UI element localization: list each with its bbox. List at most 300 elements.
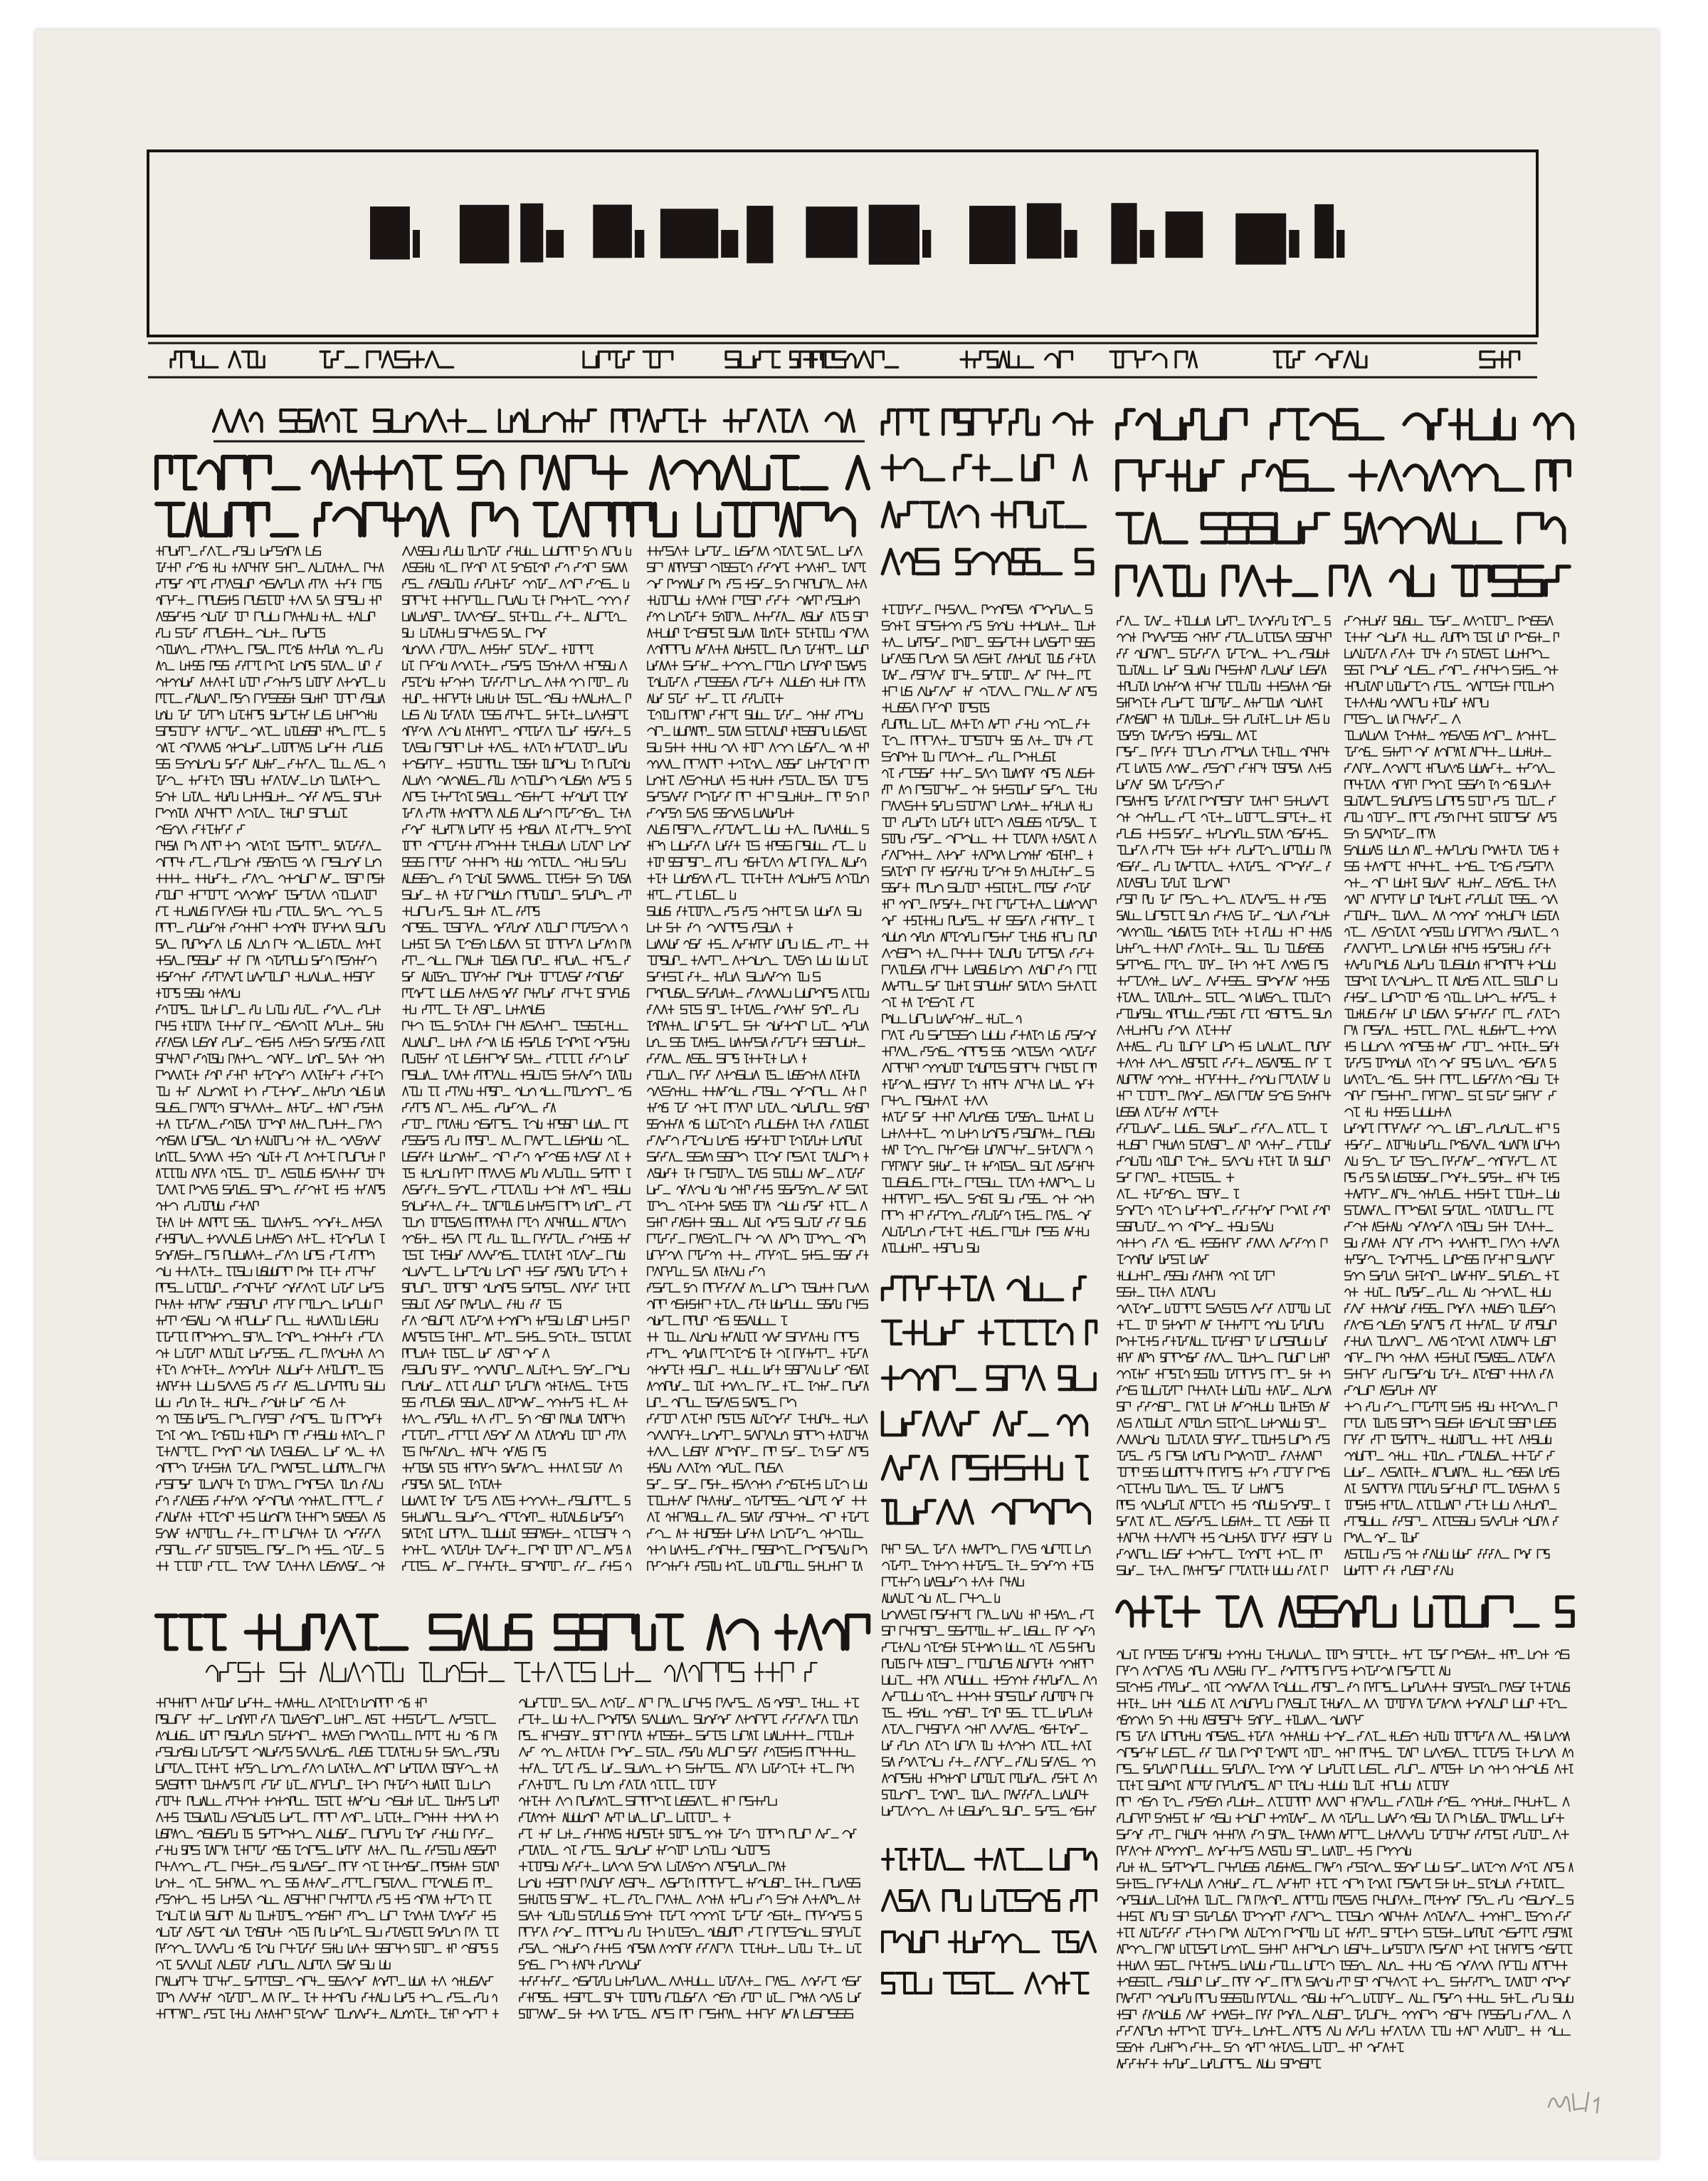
text-line <box>1345 1353 1554 1362</box>
text-line <box>520 1895 860 1903</box>
text-line <box>403 1463 621 1472</box>
text-line <box>648 1103 868 1112</box>
text-line <box>403 563 627 572</box>
text-line <box>157 907 381 915</box>
text-line <box>1117 1108 1218 1116</box>
text-line <box>648 1169 865 1177</box>
text-line <box>403 579 628 588</box>
text-line <box>1117 1814 1564 1822</box>
text-line <box>882 883 1091 892</box>
masthead-glyph <box>520 204 543 263</box>
dateline-cluster <box>320 352 453 367</box>
text-line <box>157 1202 258 1210</box>
masthead-glyph <box>1314 204 1334 258</box>
text-line <box>1117 1994 1573 2002</box>
text-line <box>648 1414 868 1423</box>
headline-line <box>157 504 854 535</box>
text-line <box>1117 993 1329 1002</box>
text-line <box>1117 1945 1572 1953</box>
text-line <box>403 629 547 637</box>
text-line <box>157 989 239 997</box>
headline-line <box>882 1891 1096 1911</box>
text-line <box>882 1113 1092 1121</box>
text-line <box>1117 1683 1569 1691</box>
text-line <box>157 1911 495 1920</box>
text-line <box>648 1021 868 1030</box>
text-line <box>648 612 868 621</box>
text-line <box>1117 878 1229 887</box>
text-line <box>1117 682 1331 690</box>
text-line <box>157 694 384 703</box>
text-line <box>157 629 325 637</box>
text-line <box>157 1185 384 1194</box>
dateline-cluster <box>1110 352 1197 367</box>
text-line <box>1345 944 1551 952</box>
text-line <box>403 825 631 834</box>
text-line <box>157 1463 384 1472</box>
text-line <box>403 1545 631 1554</box>
text-line <box>403 1120 628 1128</box>
text-line <box>1345 797 1556 805</box>
text-line <box>882 1545 1090 1553</box>
masthead-glyph <box>1140 230 1154 258</box>
text-line <box>157 1496 383 1505</box>
text-line <box>157 1365 382 1374</box>
text-line <box>157 1136 381 1145</box>
text-line <box>648 743 868 752</box>
text-line <box>403 612 626 621</box>
text-line <box>648 907 860 915</box>
pencil-signature <box>1543 2073 1607 2123</box>
text-line <box>1117 1797 1569 1806</box>
text-line <box>520 1829 856 1838</box>
text-line <box>520 1813 730 1822</box>
text-line <box>157 1316 377 1325</box>
text-line <box>1117 698 1322 707</box>
text-line <box>157 1513 384 1521</box>
text-line <box>1345 1320 1556 1329</box>
text-line <box>1345 633 1559 641</box>
text-line <box>882 998 974 1007</box>
text-line <box>520 1731 853 1740</box>
text-line <box>403 1365 628 1374</box>
lower-column-2 <box>520 1698 861 2018</box>
masthead-glyph <box>546 230 564 258</box>
text-line <box>648 1054 806 1063</box>
text-line <box>648 563 865 572</box>
text-line <box>648 890 735 899</box>
headline-line <box>882 1277 1085 1300</box>
masthead-title <box>370 203 1344 265</box>
text-line <box>403 809 631 817</box>
text-line <box>403 678 627 686</box>
text-line <box>403 1169 631 1177</box>
text-line <box>157 792 381 801</box>
text-line <box>520 1797 776 1805</box>
text-line <box>403 694 631 703</box>
text-line <box>1117 846 1331 854</box>
text-line <box>1345 1222 1553 1231</box>
text-line <box>1345 698 1488 707</box>
text-line <box>1345 1288 1550 1296</box>
text-line <box>157 1562 384 1570</box>
text-line <box>648 1398 796 1407</box>
text-line <box>520 1698 859 1707</box>
text-line <box>1345 715 1460 723</box>
text-line <box>157 579 381 588</box>
text-line <box>157 956 376 965</box>
text-line <box>1117 1222 1272 1231</box>
text-line <box>1345 1402 1556 1411</box>
text-line <box>157 760 384 768</box>
lower-column-1 <box>157 1698 498 2018</box>
text-line <box>1117 1566 1327 1575</box>
text-line <box>882 900 1096 908</box>
text-line <box>157 1813 497 1822</box>
text-line <box>1117 1484 1282 1493</box>
text-line <box>1117 2043 1403 2051</box>
text-line <box>1117 1075 1329 1083</box>
headline-line <box>1117 514 1564 542</box>
masthead-glyph <box>1235 214 1286 265</box>
text-line <box>882 1610 1093 1619</box>
text-line <box>1117 895 1325 903</box>
text-line <box>648 1283 868 1292</box>
text-line <box>1117 1468 1329 1476</box>
column-2 <box>403 547 631 1570</box>
text-line <box>1345 731 1555 740</box>
masthead-glyph <box>1337 230 1344 258</box>
text-line <box>1345 1075 1559 1083</box>
text-line <box>1345 666 1558 674</box>
text-line <box>1117 1288 1214 1296</box>
text-line <box>1117 1320 1323 1329</box>
text-line <box>648 1316 787 1325</box>
text-line <box>648 547 862 555</box>
text-line <box>882 1659 1092 1668</box>
text-line <box>520 1846 769 1854</box>
column-4 <box>882 605 1096 1252</box>
text-line <box>403 1054 629 1063</box>
text-line <box>648 1251 868 1259</box>
text-line <box>157 1071 382 1079</box>
headline-line <box>882 1932 1095 1952</box>
text-line <box>1345 1026 1556 1034</box>
headline-line <box>882 1412 1087 1435</box>
text-line <box>648 1365 868 1374</box>
text-line <box>882 1080 1094 1088</box>
text-line <box>1117 797 1328 805</box>
text-line <box>648 1431 868 1439</box>
text-line <box>157 1960 390 1969</box>
text-line <box>882 1162 1094 1170</box>
text-line <box>403 1283 630 1292</box>
text-line <box>1345 1533 1419 1542</box>
text-line <box>882 965 1096 974</box>
text-line <box>1345 764 1554 772</box>
text-line <box>882 1047 1096 1056</box>
text-line <box>1345 1468 1559 1476</box>
text-line <box>403 760 629 768</box>
text-line <box>403 1234 631 1243</box>
text-line <box>1117 1501 1329 1509</box>
text-line <box>648 792 868 801</box>
text-line <box>648 989 868 997</box>
headline-line <box>882 1501 1090 1523</box>
text-line <box>882 1725 1087 1733</box>
text-line <box>1345 682 1553 690</box>
text-line <box>1117 633 1331 641</box>
text-line <box>157 1431 384 1439</box>
text-line <box>157 1234 384 1243</box>
text-line <box>157 1447 384 1456</box>
text-line <box>1345 1255 1554 1263</box>
text-line <box>157 1715 495 1723</box>
masthead-glyph <box>747 206 773 263</box>
text-line <box>157 1103 382 1112</box>
text-line <box>157 809 347 817</box>
text-line <box>403 1480 502 1488</box>
text-line <box>403 1267 627 1276</box>
column-6 <box>1345 616 1559 1575</box>
text-line <box>403 710 628 719</box>
text-line <box>1117 1124 1327 1132</box>
headline-line <box>1117 1597 1573 1626</box>
text-line <box>882 916 1094 925</box>
text-line <box>403 1218 625 1226</box>
text-line <box>157 1333 383 1341</box>
masthead-glyph <box>635 230 644 258</box>
text-line <box>403 1447 545 1456</box>
text-line <box>648 972 820 981</box>
text-line <box>1345 878 1556 887</box>
text-line <box>403 743 626 752</box>
text-line <box>1117 977 1329 985</box>
text-line <box>403 1202 631 1210</box>
headline-line <box>882 456 1086 480</box>
text-line <box>157 1218 381 1226</box>
text-line <box>1117 1419 1326 1427</box>
text-line <box>1117 1896 1573 1904</box>
text-line <box>1117 2027 1570 2035</box>
text-line <box>403 661 627 670</box>
column-3 <box>648 547 868 1570</box>
text-line <box>403 1496 630 1505</box>
text-line <box>1117 1879 1564 1888</box>
text-line <box>520 1911 861 1920</box>
text-line <box>1117 649 1329 658</box>
text-line <box>1117 1732 1569 1740</box>
text-line <box>648 776 867 784</box>
text-line <box>1345 1058 1555 1067</box>
text-line <box>648 1447 868 1456</box>
headline-line <box>882 1456 1087 1479</box>
text-line <box>1117 829 1328 838</box>
dateline <box>171 352 1519 367</box>
text-line <box>157 874 384 883</box>
text-line <box>520 1944 861 1953</box>
masthead-glyph <box>460 205 509 263</box>
text-line <box>403 1333 631 1341</box>
text-line <box>648 596 859 604</box>
text-line <box>157 1480 382 1488</box>
text-line <box>403 1251 624 1259</box>
text-line <box>157 1382 384 1390</box>
text-line <box>403 1152 631 1161</box>
text-line <box>520 1780 716 1789</box>
text-line <box>157 1829 492 1838</box>
text-line <box>1117 1977 1570 1986</box>
text-line <box>1117 1846 1411 1855</box>
text-line <box>1117 1255 1208 1263</box>
text-line <box>157 1021 382 1030</box>
text-line <box>157 1928 498 1936</box>
text-line <box>157 1698 426 1707</box>
text-line <box>1345 1304 1554 1313</box>
text-line <box>882 1757 1095 1766</box>
text-line <box>1117 1173 1234 1182</box>
headline-line <box>882 410 1092 434</box>
text-line <box>648 1120 868 1128</box>
masthead <box>148 151 1537 377</box>
text-line <box>1117 1781 1449 1790</box>
text-line <box>403 596 630 604</box>
text-line <box>648 1218 865 1226</box>
text-line <box>648 694 783 703</box>
headline-line <box>157 1616 868 1649</box>
text-line <box>648 1300 868 1308</box>
text-line <box>403 547 631 555</box>
text-line <box>1345 846 1559 854</box>
text-line <box>1345 1173 1559 1182</box>
text-line <box>882 1129 1094 1137</box>
text-line <box>403 1513 623 1521</box>
text-line <box>157 1529 380 1538</box>
text-line <box>648 1234 865 1243</box>
text-line <box>1117 616 1330 625</box>
text-line <box>882 703 989 712</box>
text-line <box>157 923 384 932</box>
text-line <box>1345 747 1551 756</box>
text-line <box>648 1382 868 1390</box>
text-line <box>403 874 631 883</box>
text-line <box>1117 813 1331 821</box>
text-line <box>157 1862 498 1871</box>
text-line <box>157 1944 497 1953</box>
masthead-glyph <box>869 205 919 265</box>
text-line <box>403 841 631 850</box>
text-line <box>157 1414 381 1423</box>
text-line <box>403 956 631 965</box>
text-line <box>157 1267 375 1276</box>
text-line <box>157 1038 384 1046</box>
text-line <box>403 1071 631 1079</box>
text-line <box>882 1096 987 1105</box>
text-line <box>882 867 1093 876</box>
text-line <box>403 1529 630 1538</box>
masthead-glyph <box>1111 203 1137 264</box>
text-line <box>1117 2059 1321 2068</box>
text-line <box>403 1021 628 1030</box>
text-line <box>648 1267 764 1276</box>
dateline-cluster <box>584 352 673 367</box>
headline-line <box>882 550 1092 574</box>
text-line <box>648 940 868 948</box>
masthead-glyph <box>1064 230 1077 258</box>
text-line <box>403 1103 555 1112</box>
text-line <box>403 907 539 915</box>
text-line <box>1117 1748 1573 1757</box>
text-line <box>1117 666 1326 674</box>
text-line <box>648 1087 865 1095</box>
text-line <box>1345 1271 1559 1280</box>
text-line <box>648 1185 868 1194</box>
text-line <box>157 1797 498 1805</box>
text-line <box>882 1790 1088 1799</box>
text-line <box>882 687 1096 695</box>
text-line <box>648 1513 868 1521</box>
text-line <box>1117 1157 1329 1165</box>
text-line <box>403 890 631 899</box>
text-line <box>1117 1058 1331 1067</box>
text-line <box>1117 1239 1327 1247</box>
text-line <box>882 720 1090 728</box>
text-line <box>882 1244 979 1252</box>
text-line <box>648 678 865 686</box>
text-line <box>157 563 384 572</box>
text-line <box>157 890 376 899</box>
text-line <box>157 1283 383 1292</box>
text-line <box>157 776 379 784</box>
text-line <box>882 1626 1094 1635</box>
text-line <box>1117 1370 1329 1378</box>
text-line <box>1345 649 1549 658</box>
text-line <box>403 1038 628 1046</box>
masthead-glyph <box>413 230 420 258</box>
text-line <box>882 1774 1096 1782</box>
text-line <box>157 940 380 948</box>
text-line <box>157 1895 491 1903</box>
text-line <box>882 1807 1096 1815</box>
text-line <box>1117 1666 1450 1675</box>
text-line <box>1345 829 1435 838</box>
text-line <box>157 1731 497 1740</box>
text-line <box>648 1005 858 1014</box>
text-line <box>403 727 630 735</box>
text-line <box>1345 813 1556 821</box>
text-line <box>1345 1337 1555 1345</box>
dateline-cluster <box>1274 352 1366 367</box>
text-line <box>882 834 1096 843</box>
text-line <box>648 661 865 670</box>
text-line <box>882 1063 1096 1072</box>
text-line <box>157 612 374 621</box>
text-line <box>1117 1517 1329 1525</box>
column-4b <box>882 1545 1096 1815</box>
text-line <box>1345 1009 1559 1018</box>
text-line <box>1345 927 1558 936</box>
text-line <box>157 841 381 850</box>
text-line <box>403 1087 631 1095</box>
text-line <box>403 1185 630 1194</box>
text-line <box>882 638 1094 646</box>
text-line <box>157 743 381 752</box>
text-line <box>157 547 320 555</box>
text-line <box>1345 1239 1559 1247</box>
text-line <box>520 1764 853 1772</box>
text-line <box>403 1398 628 1407</box>
text-line <box>157 1152 384 1161</box>
